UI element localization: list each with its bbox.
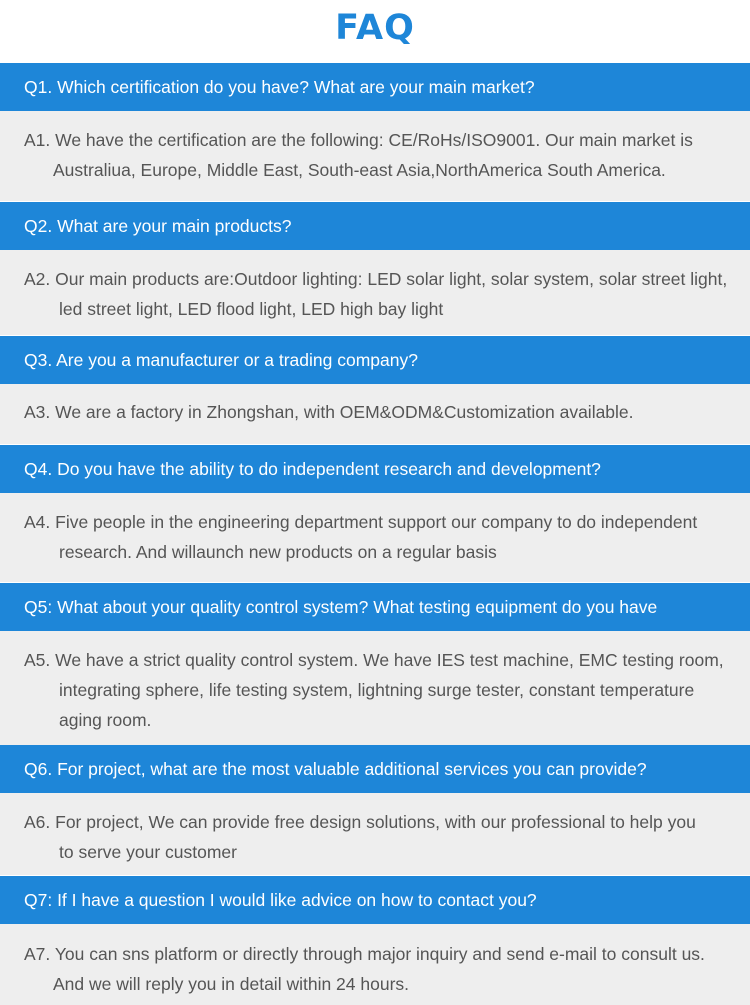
faq-answer-3 (0, 384, 750, 444)
faq-answer-1-line-1: A1. We have the certification are the following: CE/RoHs/ISO9001. Our main market is (24, 130, 693, 150)
faq-answer-7-line-1: A7. You can sns platform or directly through major inquiry and send e-mail to consult us. (24, 944, 705, 964)
faq-answer-7 (0, 924, 750, 1005)
faq-answer-2 (0, 250, 750, 335)
faq-question-6: Q6. For project, what are the most valuable additional services you can provide? (0, 745, 750, 793)
faq-question-5: Q5: What about your quality control system? What testing equipment do you have (0, 583, 750, 631)
faq-answer-6-line-1: A6. For project, We can provide free design solutions, with our professional to help you (24, 812, 696, 832)
faq-answer-4-line-2: research. And willaunch new products on a regular basis (59, 542, 497, 562)
faq-question-7: Q7: If I have a question I would like advice on how to contact you? (0, 876, 750, 924)
faq-answer-2-line-2: led street light, LED flood light, LED high bay light (59, 299, 444, 319)
faq-answer-6 (0, 793, 750, 875)
faq-answer-1 (0, 111, 750, 201)
faq-question-4: Q4. Do you have the ability to do independent research and development? (0, 445, 750, 493)
faq-answer-5-line-1: A5. We have a strict quality control system. We have IES test machine, EMC testing room, (24, 650, 724, 670)
faq-answer-1-line-2: Australiua, Europe, Middle East, South-east Asia,NorthAmerica South America. (53, 160, 666, 180)
faq-question-1: Q1. Which certification do you have? What are your main market? (0, 63, 750, 111)
faq-answer-5 (0, 631, 750, 745)
faq-question-2: Q2. What are your main products? (0, 202, 750, 250)
page-title: FAQ (335, 8, 415, 48)
faq-answer-7-line-2: And we will reply you in detail within 24 hours. (53, 974, 410, 994)
faq-answer-5-line-2: integrating sphere, life testing system, lightning surge tester, constant temperature (59, 680, 695, 700)
faq-question-3: Q3. Are you a manufacturer or a trading company? (0, 336, 750, 384)
faq-answer-6-line-2: to serve your customer (59, 842, 237, 862)
faq-answer-4-line-1: A4. Five people in the engineering department support our company to do independent (24, 512, 698, 532)
faq-answer-2-line-1: A2. Our main products are:Outdoor lighting: LED solar light, solar system, solar street light, (24, 269, 728, 289)
faq-answer-5-line-3: aging room. (59, 710, 152, 730)
faq-answer-3-line-1: A3. We are a factory in Zhongshan, with OEM&ODM&Customization available. (24, 402, 634, 422)
faq-answer-4 (0, 493, 750, 582)
